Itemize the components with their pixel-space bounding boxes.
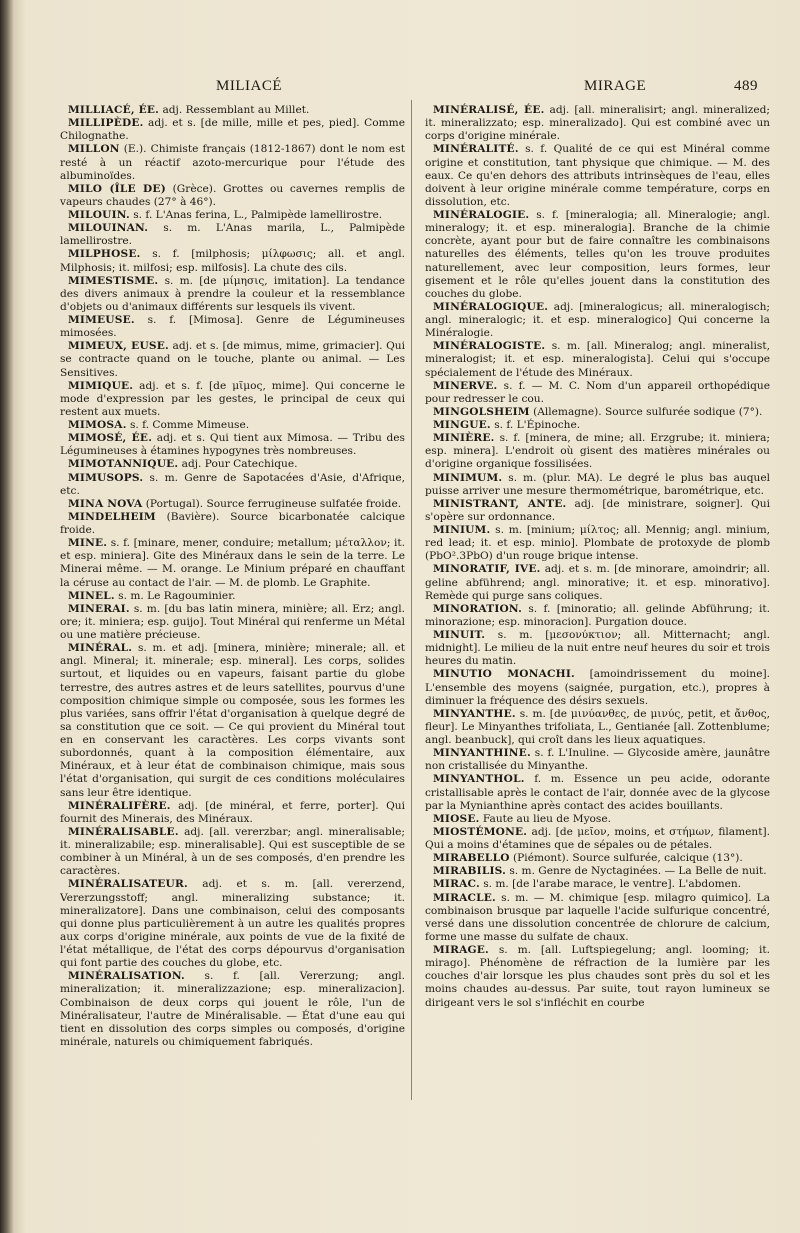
- entry-headword: MILLIPÈDE.: [68, 117, 144, 130]
- dictionary-entry: [60, 340, 405, 379]
- dictionary-entry: [425, 209, 770, 301]
- entry-headword: MINÉRALISABLE.: [68, 825, 179, 838]
- entry-headword: MIMOSÉ, ÉE.: [68, 432, 153, 445]
- left-column: [60, 104, 405, 1049]
- entry-definition: [amoindrissement du moine]. L'ensemble des moyens (saignée, purgation, etc.), propres à diminuer la fréquence des désirs sexuels.: [425, 668, 770, 707]
- entry-headword: MINA NOVA: [68, 497, 143, 510]
- dictionary-entry: [60, 970, 405, 1049]
- entry-headword: MIMOSA.: [68, 419, 127, 431]
- entry-definition: s. m. [de l'arabe marace, le ventre]. L'abdomen.: [479, 878, 742, 891]
- entry-definition: adj. et s. [de mimus, mime, grimacier]. Qui se contracte quand on le touche, plante ou animal. — Les Sensitives.: [60, 340, 405, 379]
- entry-definition: adj. [all. mineralisirt; angl. mineralized; it. mineralizzato; esp. mineralizado]. Qui est combiné avec un corps d'origine minérale.: [425, 104, 770, 143]
- entry-headword: MINYANTHINE.: [433, 747, 531, 760]
- dictionary-entry: [60, 537, 405, 590]
- header-right-word: MIRAGE: [584, 78, 647, 94]
- entry-definition: s. f. [minera, de mine; all. Erzgrube; it. miniera; esp. minera]. L'endroit où gisent des matières minérales ou d'origine organique fossilisées.: [425, 432, 770, 471]
- running-header: [46, 60, 776, 100]
- right-column: [425, 104, 770, 1010]
- dictionary-entry: [60, 826, 405, 879]
- entry-headword: MIRABILIS.: [433, 865, 506, 878]
- entry-headword: MILO (ÎLE DE): [68, 182, 166, 195]
- dictionary-entry: [425, 301, 770, 340]
- dictionary-entry: [425, 892, 770, 945]
- entry-definition: s. f. [mineralogia; all. Mineralogie; angl. mineralogy; it. et esp. mineralogia]. Branche de la chimie concrète, ayant pour but de faire connaître les combinaisons naturelles des éléments, telles qu'on les trouve produites naturellement, avec leur composition, leurs formes, leur gisement et le rôle qu'elles jouent dans la constitution des couches du globe.: [425, 209, 770, 300]
- entry-definition: s. f. [minoratio; all. gelinde Abführung; it. minorazione; esp. minoracion]. Purgation douce.: [425, 602, 770, 628]
- entry-definition: adj. et s. [de mille, mille et pes, pied]. Comme Chilognathe.: [60, 117, 405, 143]
- dictionary-entry: [425, 629, 770, 668]
- entry-definition: s. f. [milphosis; μίλφωσις; all. et angl. Milphosis; it. milfosi; esp. milfosis]. La chute des cils.: [60, 248, 405, 274]
- dictionary-entry: [425, 340, 770, 379]
- entry-definition: s. f. L'Anas ferina, L., Palmipède lamellirostre.: [129, 209, 383, 221]
- dictionary-entry: [425, 865, 770, 878]
- dictionary-entry: [425, 826, 770, 852]
- entry-definition: s. f. Comme Mimeuse.: [126, 419, 250, 431]
- dictionary-entry: [60, 458, 405, 471]
- entry-definition: adj. [de μεῖον, moins, et στήμων, filament]. Qui a moins d'étamines que de sépales ou de pétales.: [425, 825, 770, 851]
- entry-headword: MIOSE.: [433, 812, 480, 825]
- entry-definition: adj. [mineralogicus; all. mineralogisch; angl. mineralogic; it. et esp. mineralogico] Qui concerne la Minéralogie.: [425, 300, 770, 340]
- entry-headword: MINÉRALISATEUR.: [68, 878, 188, 891]
- entry-headword: MINIÈRE.: [433, 432, 495, 445]
- entry-headword: MINYANTHE.: [433, 707, 516, 720]
- dictionary-entry: [425, 773, 770, 812]
- dictionary-entry: [60, 590, 405, 603]
- dictionary-entry: [425, 813, 770, 826]
- entry-headword: MINORATION.: [433, 602, 522, 615]
- dictionary-entry: [425, 498, 770, 524]
- entry-definition: s. m. Genre de Sapotacées d'Asie, d'Afrique, etc.: [60, 471, 405, 497]
- entry-headword: MILOUIN.: [68, 209, 130, 221]
- entry-definition: s. m. Genre de Nyctaginées. — La Belle de nuit.: [505, 865, 767, 878]
- dictionary-entry: [60, 248, 405, 274]
- page-number: 489: [734, 78, 758, 94]
- entry-headword: MINÉRALITÉ.: [433, 143, 519, 156]
- entry-headword: MINE.: [68, 537, 108, 550]
- entry-definition: s. m. L'Anas marila, L., Palmipède lamellirostre.: [60, 222, 405, 248]
- dictionary-entry: [425, 104, 770, 143]
- dictionary-entry: [60, 432, 405, 458]
- entry-definition: s. f. L'Inuline. — Glycoside amère, jaunâtre non cristallisée du Minyanthe.: [425, 747, 770, 773]
- entry-headword: MINISTRANT, ANTE.: [433, 497, 567, 510]
- header-left-word: MILIACÉ: [216, 78, 282, 94]
- dictionary-entry: [60, 104, 405, 117]
- dictionary-entry: [60, 603, 405, 642]
- entry-definition: f. m. Essence un peu acide, odorante cristallisable après le contact de l'air, donnée avec de la glycose par la Mynianthine après contact des acides bouillants.: [425, 773, 770, 812]
- dictionary-entry: [60, 642, 405, 800]
- entry-headword: MIRACLE.: [433, 891, 496, 904]
- entry-headword: MINDELHEIM: [68, 510, 156, 523]
- entry-headword: MIMEUX, EUSE.: [68, 340, 169, 353]
- dictionary-entry: [425, 668, 770, 707]
- entry-headword: MILLON: [68, 143, 120, 156]
- entry-headword: MINÉRALIFÈRE.: [68, 799, 171, 812]
- entry-definition: s. m. [μεσονύκτιον; all. Mitternacht; angl. midnight]. Le milieu de la nuit entre neuf heures du soir et trois heures du matin.: [425, 629, 770, 668]
- entry-definition: (Bavière). Source bicarbonatée calcique froide.: [60, 510, 405, 536]
- dictionary-entry: [60, 117, 405, 143]
- column-divider: [411, 100, 412, 1100]
- entry-definition: (Portugal). Source ferrugineuse sulfatée froide.: [142, 497, 402, 510]
- entry-definition: s. m. et adj. [minera, minière; minerale; all. et angl. Mineral; it. minerale; esp. mineral]. Les corps, solides surtout, et liquides ou en vapeurs, faisant partie du globe terrestre, des autres astres et de leurs satellites, pourvus d'une composition chimique simple ou composée, sous les formes les plus variées, sans offrir l'état d'organisation à quelque degré de sa constitution que ce soit. — Ce qui provient du Minéral tout en en conservant les caractères. Les corps vivants sont subordonnés, quant à la composition élémentaire, aux Minéraux, et à leur état de combinaison chimique, mais sous l'état d'organisation, qui surgit de ces conditions moléculaires sans leur être identique.: [60, 642, 405, 799]
- dictionary-entry: [60, 209, 405, 222]
- entry-definition: adj. Pour Catechique.: [178, 458, 298, 471]
- entry-headword: MINYANTHOL.: [433, 773, 525, 786]
- dictionary-entry: [60, 143, 405, 182]
- entry-definition: adj. et s. m. [de minorare, amoindrir; all. geline abführend; angl. minorative; it. et esp. minorativo]. Remède qui purge sans coliques.: [425, 563, 770, 602]
- entry-headword: MINÉRALOGIE.: [433, 209, 530, 221]
- entry-headword: MINGOLSHEIM: [433, 405, 530, 418]
- entry-headword: MIMIQUE.: [68, 379, 134, 392]
- dictionary-entry: [60, 800, 405, 826]
- dictionary-entry: [60, 380, 405, 419]
- entry-definition: s. m. [du bas latin minera, minière; all. Erz; angl. ore; it. miniera; esp. guijo]. Tout Minéral qui renferme un Métal ou une matière précieuse.: [60, 602, 405, 641]
- entry-headword: MINORATIF, IVE.: [433, 563, 541, 576]
- entry-headword: MIMOTANNIQUE.: [68, 458, 179, 471]
- dictionary-entry: [425, 944, 770, 1010]
- entry-headword: MINUTIO MONACHI.: [433, 668, 575, 681]
- entry-definition: s. f. — M. C. Nom d'un appareil orthopédique pour redresser le cou.: [425, 379, 770, 405]
- dictionary-entry: [425, 563, 770, 602]
- entry-definition: (Allemagne). Source sulfurée sodique (7°).: [529, 405, 763, 418]
- entry-headword: MINERAI.: [68, 602, 130, 615]
- dictionary-entry: [60, 472, 405, 498]
- entry-headword: MILLIACÉ, ÉE.: [68, 104, 160, 116]
- entry-headword: MIMEUSE.: [68, 314, 135, 326]
- entry-definition: adj. et s. m. [all. vererzend, Vererzungsstoff; angl. mineralizing substance; it. mineralizatore]. Dans une combinaison, celui des composants qui donne plus particulièrement à un autre les qualités propres aux corps d'origine minérale, aux points de vue de la fixité de l'état métallique, de l'état des corps dépourvus d'organisation qui font partie des couches du globe, etc.: [60, 878, 405, 970]
- entry-definition: s. m. [de μίμησις, imitation]. La tendance des divers animaux à prendre la couleur et la ressemblance d'objets ou d'animaux différents sur lesquels ils vivent.: [60, 274, 405, 313]
- entry-definition: adj. [de ministrare, soigner]. Qui s'opère sur ordonnance.: [425, 497, 770, 523]
- entry-definition: s. m. Le Ragouminier.: [114, 589, 236, 602]
- entry-headword: MIRAC.: [433, 878, 480, 891]
- entry-definition: (Grèce). Grottes ou cavernes remplis de vapeurs chaudes (27° à 46°).: [60, 182, 405, 208]
- dictionary-entry: [60, 183, 405, 209]
- entry-headword: MINIUM.: [433, 524, 491, 536]
- entry-definition: s. f. Qualité de ce qui est Minéral comme origine et constitution, tant physique que chimique. — M. des eaux. Ce qu'en dehors des attributs intrinsèques de l'eau, elles doivent à leur origine minérale comme température, corps en dissolution, etc.: [425, 143, 770, 208]
- entry-headword: MINÉRALISATION.: [68, 970, 185, 983]
- entry-definition: s. m. [all. Mineralog; angl. mineralist, mineralogist; it. et esp. mineralogista]. Celui qui s'occupe spécialement de l'étude des Minéraux.: [425, 340, 770, 379]
- entry-definition: (E.). Chimiste français (1812-1867) dont le nom est resté à un réactif azoto-mercurique pour l'étude des albuminoïdes.: [60, 143, 405, 182]
- entry-definition: (Piémont). Source sulfurée, calcique (13°).: [509, 852, 743, 865]
- dictionary-entry: [425, 747, 770, 773]
- dictionary-entry: [425, 406, 770, 419]
- entry-definition: s. f. L'Épinoche.: [490, 419, 581, 431]
- entry-headword: MIOSTÉMONE.: [433, 825, 528, 838]
- dictionary-entry: [60, 419, 405, 432]
- dictionary-entry: [425, 472, 770, 498]
- entry-definition: s. m. (plur. MA). Le degré le plus bas auquel puisse arriver une mesure thermométrique, barométrique, etc.: [425, 471, 770, 497]
- entry-headword: MIMUSOPS.: [68, 471, 144, 484]
- dictionary-entry: [425, 708, 770, 747]
- entry-definition: s. f. [Mimosa]. Genre de Légumineuses mimosées.: [60, 314, 405, 340]
- dictionary-entry: [425, 432, 770, 471]
- entry-definition: s. f. [all. Vererzung; angl. mineralization; it. mineralizzazione; esp. mineralizacion]. Combinaison de deux corps qui jouent le rôle, l'un de Minéralisateur, l'autre de Minéralisable. — État d'une eau qui tient en dissolution des corps simples ou composés, d'origine minérale, naturels ou chimiquement fabriqués.: [60, 970, 405, 1048]
- entry-headword: MILOUINAN.: [68, 222, 149, 235]
- entry-headword: MINEL.: [68, 589, 115, 602]
- entry-headword: MINÉRAL.: [68, 642, 133, 655]
- entry-definition: s. f. [minare, mener, conduire; metallum; μέταλλον; it. et esp. miniera]. Gite des Minéraux dans le sein de la terre. Le Minerai même. — M. orange. Le Minium préparé en chauffant la céruse au contact de l'air. — M. de plomb. Le Graphite.: [60, 537, 405, 589]
- entry-definition: adj. Ressemblant au Millet.: [159, 104, 310, 116]
- dictionary-entry: [60, 314, 405, 340]
- dictionary-entry: [60, 222, 405, 248]
- entry-definition: adj. et s. Qui tient aux Mimosa. — Tribu des Légumineuses à étamines hypogynes très nombreuses.: [60, 432, 405, 458]
- entry-headword: MIMESTISME.: [68, 274, 159, 287]
- dictionary-entry: [425, 419, 770, 432]
- dictionary-entry: [425, 878, 770, 891]
- dictionary-entry: [425, 852, 770, 865]
- entry-headword: MILPHOSE.: [68, 248, 141, 261]
- dictionary-entry: [60, 275, 405, 314]
- entry-definition: s. m. [minium; μίλτος; all. Mennig; angl. minium, red lead; it. et esp. minio]. Plombate de protoxyde de plomb (PbO².3PbO) d'un rouge brique intense.: [425, 524, 770, 563]
- dictionary-entry: [425, 603, 770, 629]
- entry-headword: MINÉRALOGISTE.: [433, 340, 546, 353]
- entry-headword: MINÉRALOGIQUE.: [433, 300, 549, 313]
- entry-definition: Faute au lieu de Myose.: [479, 812, 612, 825]
- entry-headword: MINERVE.: [433, 379, 498, 392]
- dictionary-entry: [425, 143, 770, 209]
- entry-definition: s. m. [all. Luftspiegelung; angl. looming; it. mirago]. Phénomène de réfraction de la lumière par les couches d'air lorsque les plus chaudes sont près du sol et les moins chaudes au-dessus. Par suite, tout rayon lumineux se dirigeant vers le sol s'infléchit en courbe: [425, 944, 770, 1009]
- entry-definition: s. m. — M. chimique [esp. milagro quimico]. La combinaison brusque par laquelle l'acide sulfurique concentré, versé dans une dissolution concentrée de chlorure de calcium, forme une masse du sulfate de chaux.: [425, 891, 770, 943]
- dictionary-entry: [60, 511, 405, 537]
- dictionary-entry: [60, 878, 405, 970]
- entry-headword: MINUIT.: [433, 629, 486, 641]
- entry-definition: adj. [de minéral, et ferre, porter]. Qui fournit des Minerais, des Minéraux.: [60, 799, 405, 825]
- dictionary-entry: [60, 498, 405, 511]
- entry-definition: adj. [all. vererzbar; angl. mineralisable; it. mineralizabile; esp. mineralisable]. Qui est susceptible de se combiner à un Minéral, à un de ses composés, d'en prendre les caractères.: [60, 825, 405, 878]
- entry-headword: MINÉRALISÉ, ÉE.: [433, 104, 545, 116]
- entry-headword: MIRABELLO: [433, 852, 510, 865]
- entry-definition: s. m. [de μινύανθες, de μινύς, petit, et ἄνθος, fleur]. Le Minyanthes trifoliata, L., Gentianée [all. Zottenblume; angl. beanbuck], qui croît dans les lieux aquatiques.: [425, 707, 770, 746]
- entry-definition: adj. et s. f. [de μῖμος, mime]. Qui concerne le mode d'expression par les gestes, le principal de ceux qui restent aux muets.: [60, 379, 405, 418]
- entry-headword: MINIMUM.: [433, 471, 503, 484]
- entry-headword: MIRAGE.: [433, 944, 489, 956]
- entry-headword: MINGUE.: [433, 419, 491, 431]
- dictionary-entry: [425, 524, 770, 563]
- dictionary-entry: [425, 380, 770, 406]
